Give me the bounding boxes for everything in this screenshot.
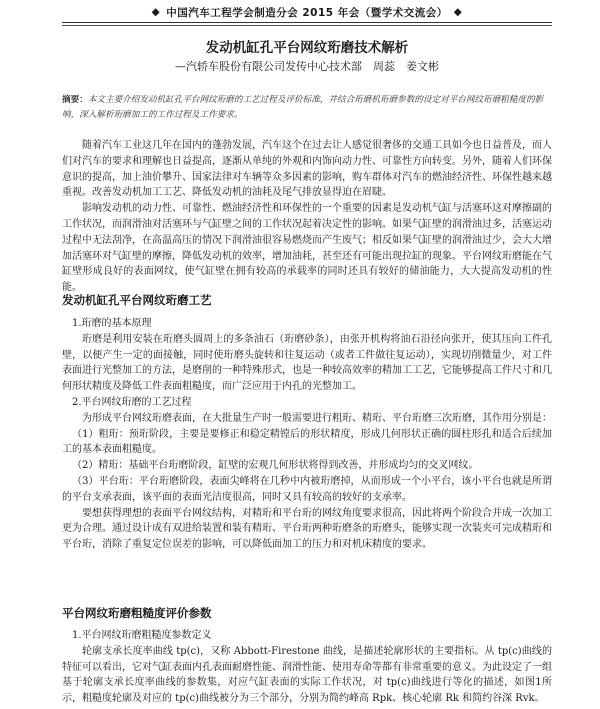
header-rule-thin bbox=[62, 25, 552, 26]
running-head bbox=[62, 4, 552, 20]
diamond-icon: ◆ bbox=[151, 6, 161, 18]
abstract bbox=[62, 93, 552, 123]
body-paragraph: 珩磨是利用安装在珩磨头圆周上的多条油石（珩磨砂条），由张开机构将油石沿径向张开，使其压向工件孔壁，以便产生一定的面接触，同时使珩磨头旋转和往复运动（或者工件做往复运动），实现切削微量少，对工件表面进行光整加工的方法，是磨削的一种特殊形式，也是一种较高效率的精加工工艺，它能够提高工件尺寸和几何形状精度及降低工件表面粗糙度，而广泛应用于内孔的光整加工。 bbox=[62, 333, 552, 393]
subsection-title: 1.平台网纹珩磨粗糙度参数定义 bbox=[72, 630, 212, 641]
header-rule bbox=[62, 22, 552, 23]
paper-title: 发动机缸孔平台网纹珩磨技术解析 bbox=[205, 40, 409, 56]
section1-block bbox=[62, 316, 552, 553]
list-item: （1）粗珩：预珩阶段，主要是要修正和稳定精镗后的形状精度，形成几何形状正确的圆柱形孔和适合后续加工的基本表面粗糙度。 bbox=[62, 428, 552, 456]
body-paragraph: 要想获得理想的表面平台网纹结构，对精珩和平台珩的网纹角度要求很高，因此将两个阶段合并成一次加工更为合理。通过设计成有双进给装置和装有精珩、平台珩两种珩磨条的珩磨头，能够实现一次装夹可完成精珩和平台珩，消除了重复定位误差的影响，可以降低面加工的压力和对机床精度的要求。 bbox=[62, 507, 552, 551]
subsection-title: 1.珩磨的基本原理 bbox=[72, 318, 152, 329]
diamond-icon: ◆ bbox=[453, 6, 463, 18]
intro-block bbox=[62, 138, 552, 296]
section2-block bbox=[62, 628, 552, 707]
body-paragraph: 为形成平台网纹珩磨表面，在大批量生产时一般需要进行粗珩、精珩、平台珩磨三次珩磨，其作用分别是： bbox=[82, 412, 552, 424]
paper-affiliation: —汽轿车股份有限公司发传中心技术部 周蕊 姜文彬 bbox=[175, 60, 439, 73]
abstract-text: 本文主要介绍发动机缸孔平台网纹珩磨的工艺过程及评价标准，并结合珩磨机珩磨参数的设定对平台网纹珩磨粗糙度的影响，深入解析珩磨加工的工作过程及工作要求。 bbox=[62, 95, 544, 120]
body-paragraph: 轮廓支承长度率曲线 tp(c)，又称 Abbott-Firestone 曲线，是描述轮廓形状的主要指标。从 tp(c)曲线的特征可以看出，它对气缸表面内孔表面耐磨性能、润滑性能、使用寿命等都有非常重要的意义。为此设定了一组基于轮廓支承长度率曲线的参数集，对应气缸表面的实际工作状况，对 tp(c)曲线进行等化的描述，如图1所示，粗糙度轮廓及对应的 tp(c)曲线被分为三个部分，分别为简约峰高 Rpk、核心轮廓 Rk 和简约谷深 Rvk。 bbox=[62, 645, 552, 705]
list-item: （3）平台珩：平台珩磨阶段，表面尖峰将在几秒中内被珩磨掉，从而形成一个小平台，该小平台也就是所谓的平台支承表面，该平面的表面光洁度很高，同时又具有较高的较好的支承率。 bbox=[62, 475, 552, 503]
subsection-title: 2.平台网纹珩磨的工艺过程 bbox=[72, 396, 192, 408]
list-item: （2）精珩：基础平台珩磨阶段，缸壁的宏观几何形状将得到改善，并形成均匀的交叉网纹。 bbox=[72, 460, 479, 472]
intro-paragraph-1: 随着汽车工业这几年在国内的蓬勃发展，汽车这个在过去让人感觉很奢侈的交通工具如今也日益普及，而人们对汽车的要求和理解也日益提高，逐渐从单纯的外观和内饰向动力性、可靠性方向转变。另外，随着人们环保意识的提高，加上油价攀升、国家法律对车辆等众多因素的影响，购车群体对汽车的燃油经济性、环保性越来越重视。改善发动机加工工艺、降低发动机的油耗及尾气排放显得迫在眉睫。 bbox=[62, 140, 552, 199]
running-head-text: 中国汽车工程学会制造分会 2015 年会（暨学术交流会） bbox=[166, 6, 448, 19]
abstract-label: 摘要： bbox=[62, 95, 88, 105]
intro-paragraph-2: 影响发动机的动力性、可靠性、燃油经济性和环保性的一个重要的因素是发动机气缸与活塞环这对摩擦副的工作状况，而润滑油对活塞环与气缸壁之间的工作状况起着决定性的影响。如果气缸壁的润滑油过多，活塞运动过程中无法刮净，在高温高压的情况下润滑油很容易燃烧而产生废气；相反如果气缸壁的润滑油过少，会大大增加活塞环对气缸壁的摩擦，降低发动机的效率，增加油耗，甚至还有可能出现拉缸的现象。平台网纹珩磨能在气缸壁形成良好的表面网纹，使气缸壁在拥有较高的承载率的同时还具有较好的储油能力，大大提高发动机的性能。 bbox=[62, 203, 552, 294]
section-heading-1: 发动机缸孔平台网纹珩磨工艺 bbox=[62, 293, 212, 307]
section-heading-2: 平台网纹珩磨粗糙度评价参数 bbox=[62, 606, 212, 620]
